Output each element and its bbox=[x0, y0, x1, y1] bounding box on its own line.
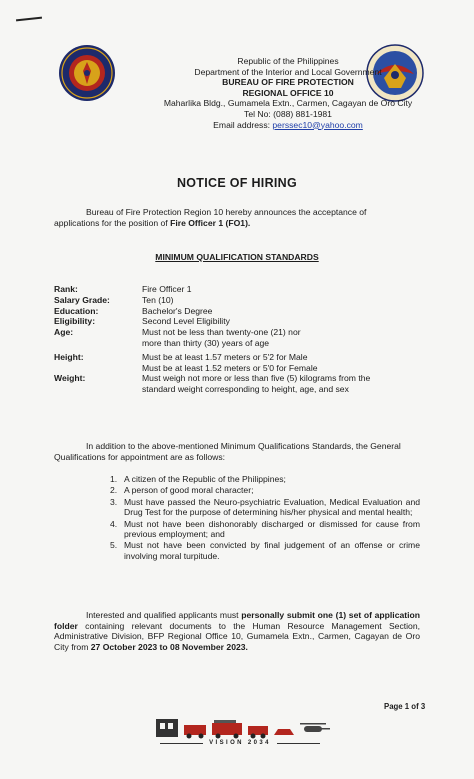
intro-line-1: Bureau of Fire Protection Region 10 hereby announces the acceptance of bbox=[86, 207, 367, 217]
qual-value: Second Level Eligibility bbox=[142, 316, 230, 327]
list-item bbox=[110, 497, 420, 518]
position-name: Fire Officer 1 (FO1). bbox=[170, 217, 251, 228]
list-item bbox=[110, 485, 420, 495]
section-title: MINIMUM QUALIFICATION STANDARDS bbox=[155, 252, 319, 262]
age-line-2: more than thirty (30) years of age bbox=[142, 337, 270, 348]
pen-mark bbox=[16, 17, 42, 22]
age-line-1: Must not be less than twenty-one (21) nor bbox=[142, 327, 301, 338]
qual-label: Eligibility: bbox=[54, 316, 96, 327]
department-line: Department of the Interior and Local Government bbox=[194, 66, 382, 77]
bfp-seal-icon bbox=[58, 44, 116, 102]
qual-value bbox=[142, 373, 424, 395]
qual-label: Education: bbox=[54, 305, 99, 316]
list-number: 4. bbox=[110, 518, 118, 529]
general-line-2: Qualifications for appointment are as follows: bbox=[54, 451, 226, 462]
closing-bold-1: personally submit one (1) set of application folder bbox=[54, 610, 421, 631]
qual-label: Age: bbox=[54, 327, 74, 338]
letterhead bbox=[158, 56, 418, 130]
list-number: 3. bbox=[110, 496, 118, 507]
qual-label: Height: bbox=[54, 351, 84, 362]
qual-value: Bachelor's Degree bbox=[142, 305, 213, 316]
list-text: Must not have been dishonorably discharged or dismissed for cause from previous employment; and bbox=[124, 518, 420, 540]
closing-deadline: 27 October 2023 to 08 November 2023. bbox=[90, 641, 248, 652]
qual-value: Ten (10) bbox=[142, 294, 174, 305]
qual-label: Salary Grade: bbox=[54, 294, 110, 305]
height-line-1: Must be at least 1.57 meters or 5'2 for Male bbox=[142, 351, 308, 362]
qual-row-education bbox=[54, 306, 424, 317]
closing-text-1: Interested and qualified applicants must bbox=[86, 610, 242, 620]
divider bbox=[277, 743, 320, 744]
list-text: Must not have been convicted by final judgement of an offense or crime involving moral turpitude. bbox=[124, 540, 420, 561]
vision-text: VISION 2034 bbox=[209, 740, 271, 746]
bureau-line: BUREAU OF FIRE PROTECTION bbox=[222, 77, 354, 88]
intro-line-2 bbox=[54, 218, 420, 229]
republic-line: Republic of the Philippines bbox=[237, 56, 339, 66]
divider bbox=[160, 743, 203, 744]
qual-label: Rank: bbox=[54, 284, 78, 294]
email-link[interactable]: perssec10@yahoo.com bbox=[272, 119, 363, 130]
page-number: Page 1 of 3 bbox=[384, 702, 426, 711]
qual-label: Weight: bbox=[54, 373, 86, 384]
list-text: A person of good moral character; bbox=[124, 485, 254, 496]
qual-row-rank bbox=[54, 284, 424, 295]
email-line bbox=[158, 120, 418, 131]
general-qualifications-paragraph bbox=[54, 441, 420, 462]
list-number: 2. bbox=[110, 485, 118, 496]
general-line-1: In addition to the above-mentioned Minimum Qualifications Standards, the General bbox=[86, 441, 401, 451]
qual-row-height bbox=[54, 352, 424, 374]
qual-value: Fire Officer 1 bbox=[142, 284, 192, 294]
requirements-list bbox=[110, 474, 420, 562]
fire-vehicles-illustration-icon bbox=[154, 713, 334, 739]
list-item bbox=[110, 540, 420, 561]
telephone-line: Tel No: (088) 881-1981 bbox=[244, 108, 332, 119]
qualification-table bbox=[54, 284, 424, 395]
list-number: 5. bbox=[110, 540, 118, 551]
qual-row-age bbox=[54, 327, 424, 349]
email-label: Email address: bbox=[213, 119, 273, 130]
closing-text-2: containing relevant documents to the Human Resource Management Section, Administrative Division, BFP Regional Office 10, Gumamela Extn., Carmen, Cagayan de Oro City from bbox=[54, 620, 420, 652]
qual-row-salary bbox=[54, 295, 424, 306]
list-item bbox=[110, 519, 420, 540]
weight-line-1: Must weigh not more or less than five (5) kilograms from the bbox=[142, 373, 371, 384]
intro-line-2-text: applications for the position of bbox=[54, 217, 171, 228]
closing-paragraph bbox=[54, 610, 420, 652]
qual-value bbox=[142, 352, 424, 374]
list-text: Must have passed the Neuro-psychiatric Evaluation, Medical Evaluation and Drug Test for the purpose of determining his/her physical and mental health; bbox=[124, 496, 420, 518]
qual-row-weight bbox=[54, 373, 424, 395]
regional-office-line: REGIONAL OFFICE 10 bbox=[242, 87, 334, 98]
intro-paragraph bbox=[54, 207, 420, 228]
height-line-2: Must be at least 1.52 meters or 5'0 for Female bbox=[142, 362, 318, 373]
document-title: NOTICE OF HIRING bbox=[176, 176, 298, 190]
list-number: 1. bbox=[110, 474, 118, 484]
qual-value bbox=[142, 327, 424, 349]
weight-line-2: standard weight corresponding to height, age, and sex bbox=[142, 384, 349, 395]
list-item bbox=[110, 474, 420, 484]
vision-footer bbox=[160, 740, 320, 746]
list-text: A citizen of the Republic of the Philippines; bbox=[124, 474, 286, 484]
qual-row-eligibility bbox=[54, 316, 424, 327]
address-line: Maharlika Bldg., Gumamela Extn., Carmen, Cagayan de Oro City bbox=[163, 98, 413, 109]
